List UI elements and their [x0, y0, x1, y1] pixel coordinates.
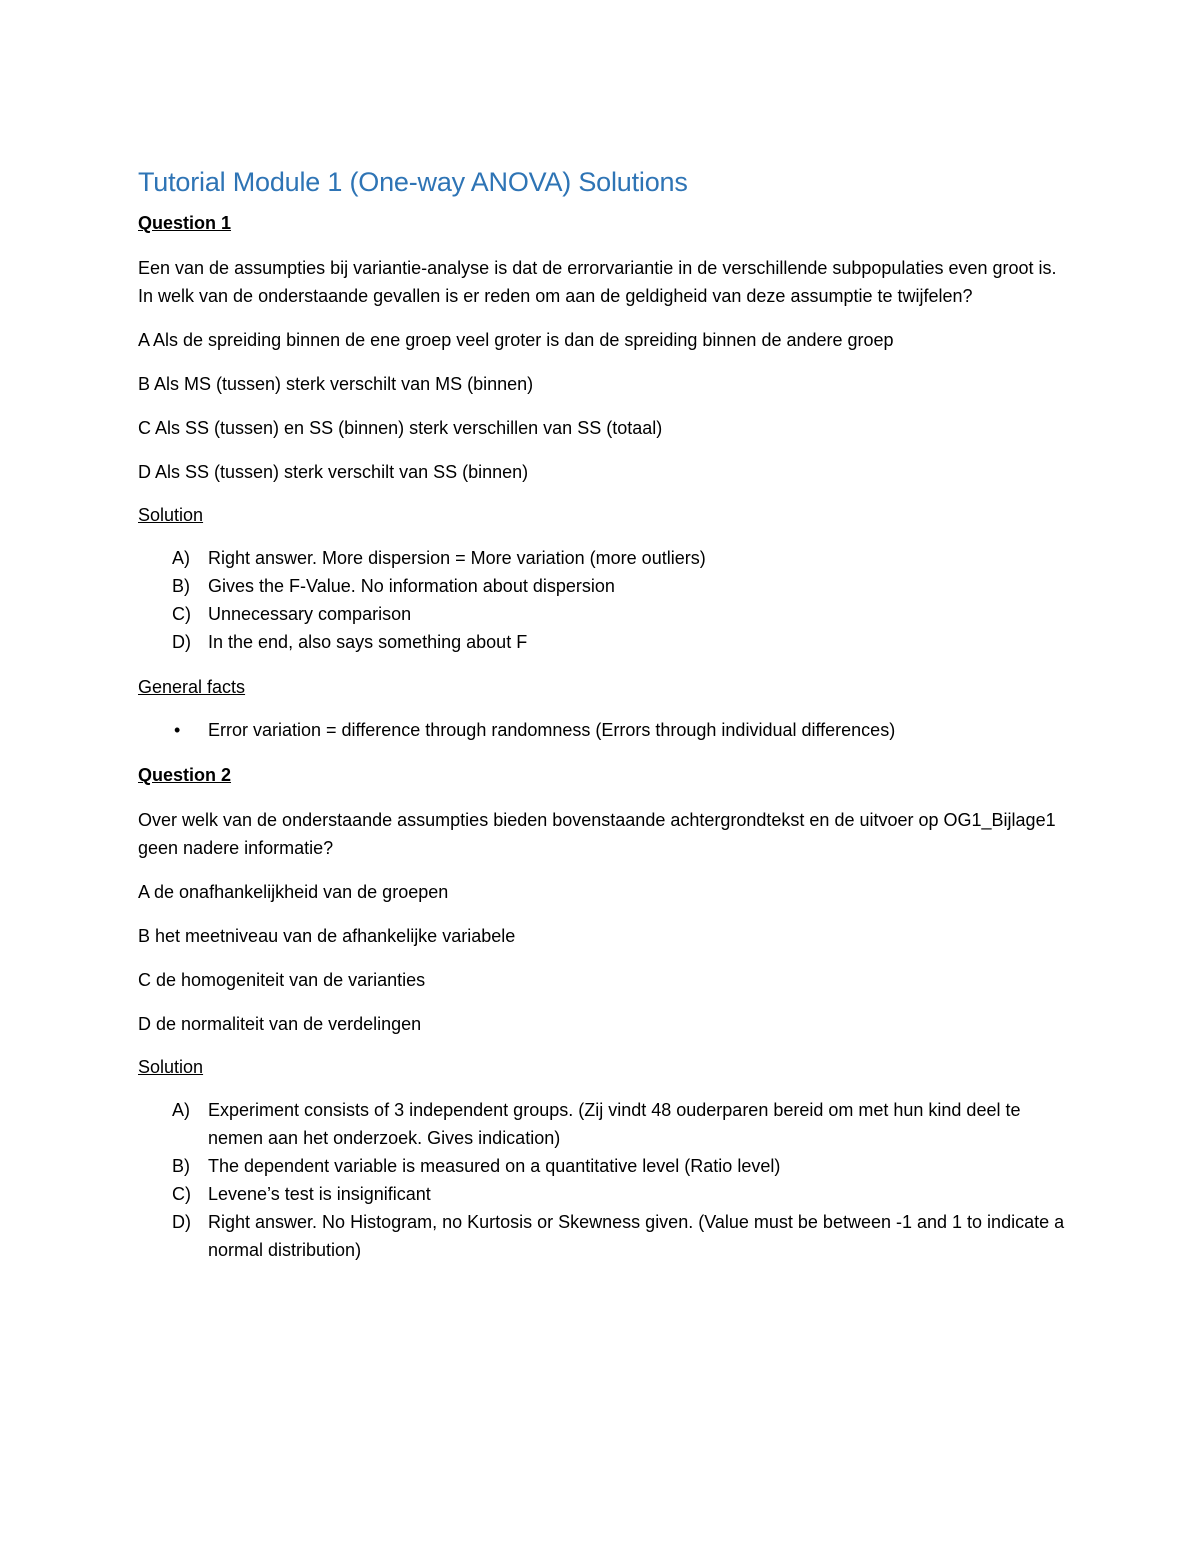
- question-2-solution-list: [138, 1096, 1068, 1264]
- list-marker: B): [172, 576, 190, 596]
- list-item-text: Gives the F-Value. No information about dispersion: [208, 576, 615, 596]
- question-2-heading: Question 2: [138, 765, 232, 785]
- list-item-text: Unnecessary comparison: [208, 604, 412, 624]
- page-title: Tutorial Module 1 (One-way ANOVA) Solutions: [138, 167, 688, 197]
- list-item-text: Right answer. More dispersion = More variation (more outliers): [208, 548, 706, 568]
- list-item: [138, 716, 1068, 744]
- list-item: [138, 1208, 1068, 1264]
- list-item: [138, 600, 1068, 628]
- question-2-option-d: D de normaliteit van de verdelingen: [138, 1014, 422, 1034]
- list-item-text: In the end, also says something about F: [208, 632, 528, 652]
- list-marker: D): [172, 1212, 191, 1232]
- document-page: [138, 164, 1068, 1282]
- question-1-heading: Question 1: [138, 213, 232, 233]
- list-item: [138, 628, 1068, 656]
- list-marker: C): [172, 1184, 191, 1204]
- question-2-prompt: Over welk van de onderstaande assumpties bieden bovenstaande achtergrondtekst en de uitvoer op OG1_Bijlage1 geen nadere informatie?: [138, 810, 1056, 858]
- question-2-option-b: B het meetniveau van de afhankelijke variabele: [138, 926, 516, 946]
- question-2-section: [138, 762, 1068, 1264]
- list-item: [138, 544, 1068, 572]
- list-item-text: Levene’s test is insignificant: [208, 1184, 431, 1204]
- list-item-text: Experiment consists of 3 independent groups. (Zij vindt 48 ouderparen bereid om met hun kind deel te nemen aan het onderzoek. Gives indication): [208, 1100, 1021, 1148]
- list-marker: D): [172, 632, 191, 652]
- list-item-text: Error variation = difference through randomness (Errors through individual differences): [208, 720, 896, 740]
- list-marker: B): [172, 1156, 190, 1176]
- bullet-icon: •: [174, 720, 181, 740]
- list-item: [138, 1096, 1068, 1152]
- question-1-solution-list: [138, 544, 1068, 656]
- list-item: [138, 1152, 1068, 1180]
- list-item: [138, 1180, 1068, 1208]
- question-2-option-c: C de homogeniteit van de varianties: [138, 970, 426, 990]
- list-marker: A): [172, 548, 190, 568]
- list-item: [138, 572, 1068, 600]
- question-1-solution-heading: Solution: [138, 505, 204, 525]
- question-1-prompt: Een van de assumpties bij variantie-analyse is dat de errorvariantie in de verschillende subpopulaties even groot is. In welk van de onderstaande gevallen is er reden om aan de geldigheid van deze assumptie te twijfelen?: [138, 258, 1057, 306]
- list-item-text: Right answer. No Histogram, no Kurtosis or Skewness given. (Value must be between -1 and 1 to indicate a normal distribution): [208, 1212, 1065, 1260]
- list-marker: C): [172, 604, 191, 624]
- general-facts-list: [138, 716, 1068, 744]
- list-marker: A): [172, 1100, 190, 1120]
- list-item-text: The dependent variable is measured on a quantitative level (Ratio level): [208, 1156, 781, 1176]
- question-2-solution-heading: Solution: [138, 1057, 204, 1077]
- general-facts-heading: General facts: [138, 677, 246, 697]
- question-1-option-c: C Als SS (tussen) en SS (binnen) sterk verschillen van SS (totaal): [138, 418, 663, 438]
- question-1-option-b: B Als MS (tussen) sterk verschilt van MS (binnen): [138, 374, 534, 394]
- question-1-option-a: A Als de spreiding binnen de ene groep veel groter is dan de spreiding binnen de andere groep: [138, 330, 894, 350]
- question-1-section: [138, 210, 1068, 744]
- question-1-option-d: D Als SS (tussen) sterk verschilt van SS (binnen): [138, 462, 529, 482]
- question-2-option-a: A de onafhankelijkheid van de groepen: [138, 882, 449, 902]
